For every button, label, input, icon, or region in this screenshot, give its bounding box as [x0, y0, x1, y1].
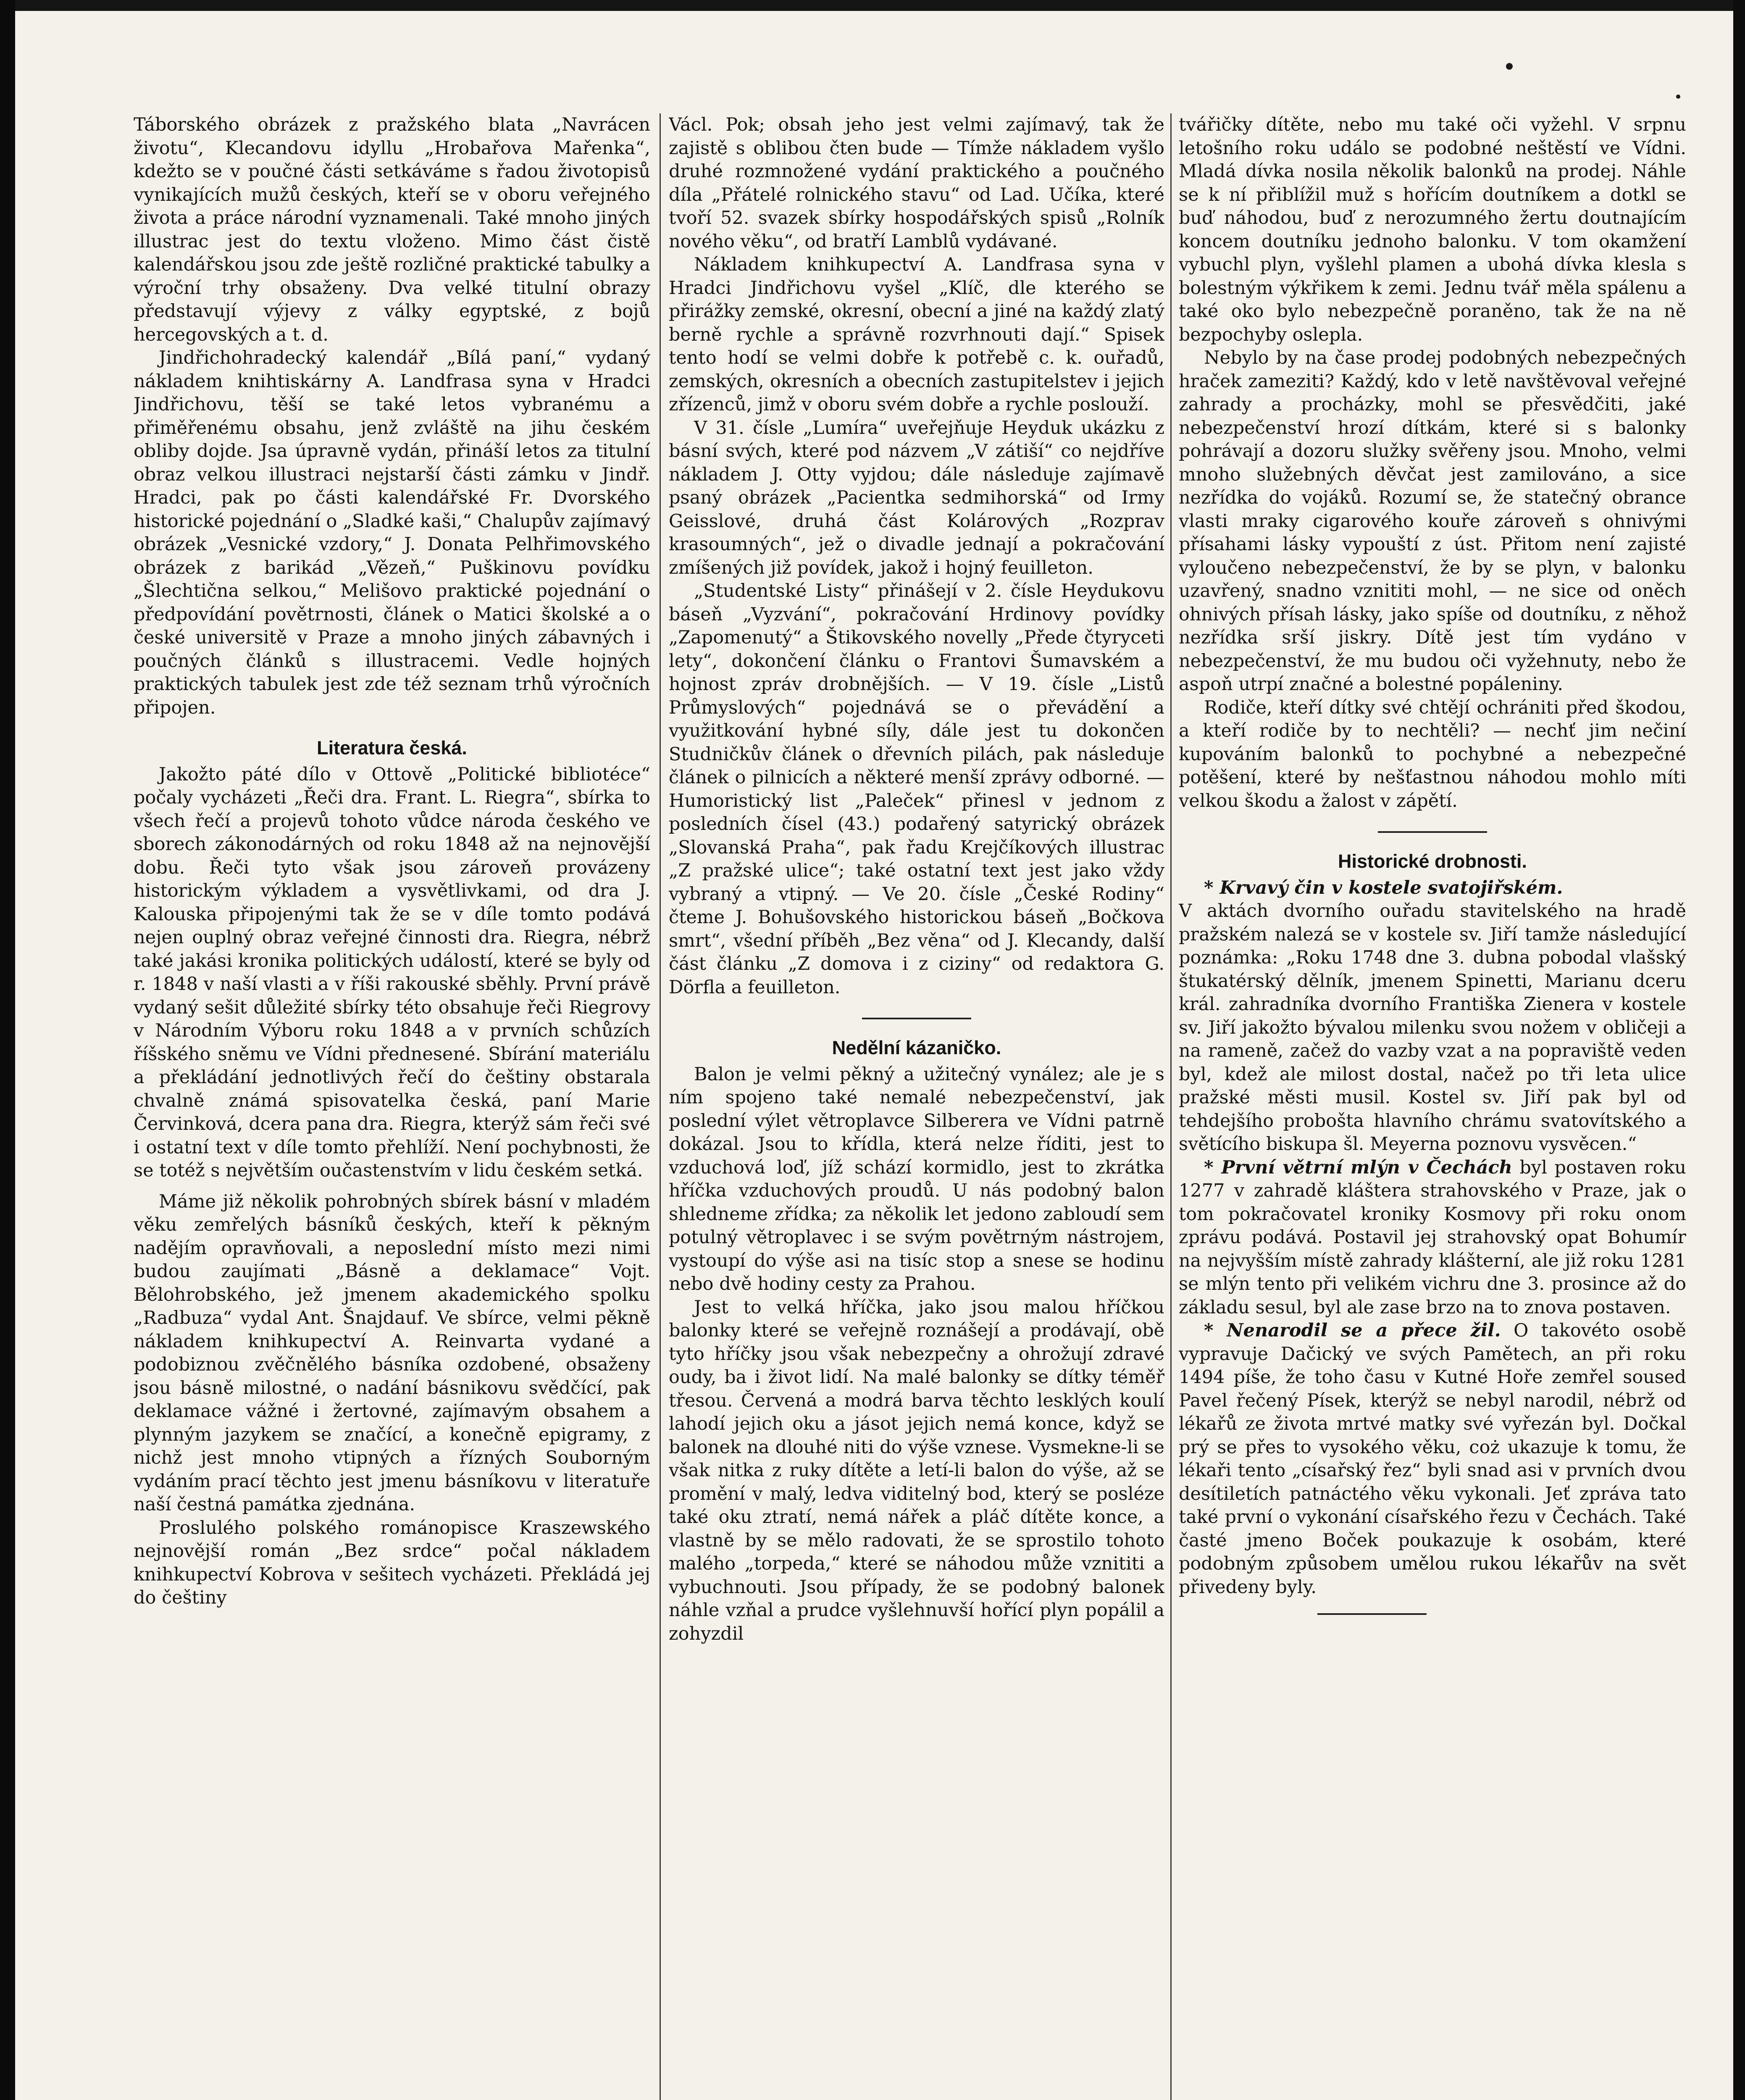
news-item: [1179, 1319, 1686, 1599]
article-paragraph: Václ. Pok; obsah jeho jest velmi zajímavý, tak že zajistě s oblibou čten bude — Tímže nákladem vyšlo druhé rozmnožené vydání praktického a poučného díla „Přátelé rolnického stavu“ od Lad. Učíka, které tvoří 52. svazek sbírky hospodářských spisů „Rolník nového věku“, od bratří Lamblů vydávané.: [669, 114, 1164, 252]
section-heading: Literatura česká.: [317, 737, 467, 759]
article-paragraph: Balon je velmi pěkný a užitečný vynález; ale je s ním spojeno také nemalé nebezpečenství, jak poslední výlet větroplavce Silberera ve Vídni patrně dokázal. Jsou to křídla, která nelze říditi, jest to vzduchová loď, jíž schází kormidlo, jest to zkrátka hříčka vzduchových proudů. U nás podobný balon shledneme zřídka; za několik let jedono zabloudí sem potulný větroplavec i se svým povětrným nástrojem, vystoupí do výše asi na tisíc stop a snese se hodinu nebo dvě hodiny cesty za Prahou.: [669, 1063, 1164, 1294]
ink-spot: [1676, 94, 1680, 99]
column-3: [1179, 113, 1686, 2100]
section-rule: [1317, 1613, 1427, 1615]
news-item: [1179, 877, 1686, 900]
news-item-title: * První větrní mlýn v Čechách: [1204, 1157, 1512, 1178]
scan-right-edge: [1733, 0, 1745, 2100]
section-heading: Nedělní kázaničko.: [832, 1037, 1001, 1058]
column-divider: [1170, 113, 1172, 2100]
article-paragraph: Nebylo by na čase prodej podobných nebezpečných hraček zameziti? Každý, kdo v letě navštěvoval veřejné zahrady a procházky, mohl se přesvědčiti, jaké nebezpečenství hrozí dítkám, které si s balonky pohrávají a dozoru služky svěřeny jsou. Mnoho, velmi mnoho služebných děvčat jest zamilováno, a sice nezřídka do vojáků. Rozumí se, že statečný obrance vlasti mraky cigarového kouře zároveň s ohnivými přísahami lásky vypouští z úst. Přitom není zajisté vyloučeno nebezpečenství, že by se plyn, v balonku uzavřený, snadno vznititi mohl, — ne sice od oněch ohnivých přísah lásky, jako spíše od doutníku, z něhož nezřídka srší jiskry. Dítě jest tím vydáno v nebezpečenství, že mu budou oči vyžehnuty, nebo že aspoň utrpí značné a bolestné popáleniny.: [1179, 347, 1686, 695]
scan-top-edge: [0, 0, 1745, 11]
column-2: [669, 113, 1164, 2100]
column-1: [134, 113, 650, 2100]
scan-left-edge: [0, 0, 15, 2100]
article-paragraph: Táborského obrázek z pražského blata „Navrácen životu“, Klecandovu idyllu „Hrobařova Mařenka“, kdežto se v poučné části setkáváme s řadou životopisů vynikajících mužů českých, kteří se v oboru veřejného života a práce národní vyznamenali. Také mnoho jiných illustrac jest do textu vloženo. Mimo část čistě kalendářskou jsou zde ještě rozličné praktické tabulky a výroční trhy obsaženy. Dva velké titulní obrazy představují výjevy z války egyptské, z bojů hercegovských a t. d.: [134, 114, 650, 345]
article-paragraph: Jest to velká hříčka, jako jsou malou hříčkou balonky které se veřejně roznášejí a prodávají, obě tyto hříčky jsou však nebezpečny a ohrožují zdravé oudy, ba i život lidí. Na malé balonky se dítky téměř třesou. Červená a modrá barva těchto lesklých koulí lahodí jejich oku a jásot jejich nemá konce, když se balonek na dlouhé niti do výše vznese. Vysmekne-li se však nitka z ruky dítěte a letí-li balon do výše, až se promění v malý, ledva viditelný bod, který se posléze také oku ztratí, nemá nářek a pláč dítěte konce, a vlastně by se mělo radovati, že se sprostilo tohoto malého „torpeda,“ které se náhodou může vznititi a vybuchnouti. Jsou případy, že se podobný balonek náhle vzňal a prudce vyšlehnuvší hořící plyn popálil a zohyzdil: [669, 1297, 1164, 1644]
article-paragraph: Máme již několik pohrobných sbírek básní v mladém věku zemřelých básníků českých, kteří k pěkným nadějím opravňovali, a neposlední místo mezi nimi budou zaujímati „Básně a deklamace“ Vojt. Bělohrobského, jež jmenem akademického spolku „Radbuza“ vydal Ant. Šnajdauf. Ve sbírce, velmi pěkně nákladem knihkupectví A. Reinvarta vydané a podobiznou zvěčnělého básníka ozdobené, obsaženy jsou básně milostné, o nadání básnikovu svědčící, pak deklamace vážné i žertovné, zajímavým obsahem a plynným jazykem se značící, a konečně epigramy, z nichž jest mnoho vtipných a řízných Souborným vydáním prací těchto jest jmenu básníkovu v literatuře naší čestná památka zjednána.: [134, 1191, 650, 1515]
article-paragraph: V 31. čísle „Lumíra“ uveřejňuje Heyduk ukázku z básní svých, které pod názvem „V zátiší“ co nejdříve nákladem J. Otty vyjdou; dále následuje zajímavě psaný obrázek „Pacientka sedmihorská“ od Irmy Geisslové, druhá část Kolárových „Rozprav krasoumných“, jež o divadle jednají a pokračování zmíšených již povídek, jakož i hojný feuilleton.: [669, 417, 1164, 578]
article-paragraph: Proslulého polského románopisce Kraszewského nejnovější román „Bez srdce“ počal nákladem knihkupectví Kobrova v sešitech vycházeti. Překládá jej do češtiny: [134, 1517, 650, 1608]
article-paragraph: Nákladem knihkupectví A. Landfrasa syna v Hradci Jindřichovu vyšel „Klíč, dle kterého se přirážky zemské, okresní, obecní a jiné na každý zlatý berně rychle a správně rozvrhnouti dají.“ Spisek tento hodí se velmi dobře k potřebě c. k. ouřadů, zemských, okresních a obecních zastupitelstev i jejich zřízenců, jimž v oboru svém dobře a rychle poslouží.: [669, 254, 1164, 415]
news-item-body: O takovéto osobě vypravuje Dačický ve svých Pamětech, an při roku 1494 píše, že toho času v Kutné Hoře zemřel soused Pavel řečený Písek, kterýž se nebyl narodil, nébrž od lékařů ze života mrtvé matky své vyřezán byl. Dočkal prý se přes to vysokého věku, coż ukazuje k tomu, že lékaři tento „císařský řez“ byli snad asi v prvních dvou desítiletích patnáctého věku vykonali. Jeť zpráva tato také první o vykonání císařského řezu v Čechách. Také časté jmeno Boček poukazuje k osobám, které podobným způsobem umělou rukou lékařův na svět přivedeny byly.: [1179, 1320, 1686, 1598]
column-divider: [660, 113, 661, 2100]
article-paragraph: Jakožto páté dílo v Ottově „Politické bibliotéce“ počaly vycházeti „Řeči dra. Frant. L. Riegra“, sbírka to všech řečí a projevů tohoto vůdce národa českého ve sborech zákonodárných od roku 1848 až na nejnovější dobu. Řeči tyto však jsou zároveň provázeny historickým výkladem a vysvětlivkami, od dra J. Kalouska připojenými tak že se v díle tomto podává nejen ouplný obraz veřejné činnosti dra. Riegra, nébrž také jakási kronika politických událostí, které se byly od r. 1848 v naší vlasti a v říši rakouské sběhly. První právě vydaný sešit důležité sbírky této obsahuje řeči Riegrovy v Národním Výboru roku 1848 a v prvních schůzích říšského sněmu ve Vídni přednesené. Sbírání materiálu a překládání jednotlivých řečí do češtiny obstarala chvalně známá spisovatelka česká, paní Marie Červinková, dcera pana dra. Riegra, kterýž sám řeči své i ostatní text v díle tomto přehlíží. Není pochybnosti, že se totéž s největším oučastenstvím v lidu českém setká.: [134, 764, 650, 1181]
article-paragraph: Rodiče, kteří dítky své chtějí ochrániti před škodou, a kteří rodiče by to nechtěli? — nechť jim nečiní kupováním balonků to pochybné a nebezpečné potěšení, které by nešťastnou náhodou mohlo míti velkou škodu a žalost v zápětí.: [1179, 697, 1686, 811]
news-item-title: * Krvavý čin v kostele svatojiřském.: [1204, 877, 1563, 898]
news-item: [1179, 1156, 1686, 1320]
section-heading: Historické drobnosti.: [1338, 850, 1527, 872]
section-rule: [1378, 831, 1487, 833]
news-item-body: byl postaven roku 1277 v zahradě kláštera strahovského v Praze, jak o tom pokračovatel kroniky Kosmovy při roku onom zprávu podává. Postavil jej strahovský opat Bohumír na nejvyšším místě zahrady klášterní, ale již roku 1281 se mlýn tento při velikém vichru dne 3. prosince až do základu sesul, byl ale zase brzo na to znova postaven.: [1179, 1157, 1686, 1318]
article-paragraph: Jindřichohradecký kalendář „Bílá paní,“ vydaný nákladem knihtiskárny A. Landfrasa syna v Hradci Jindřichovu, těší se také letos vybranému a přiměřenému obsahu, jenž zvláště na jihu českém obliby dojde. Jsa úpravně vydán, přináší letos za titulní obraz velkou illustraci nejstarší části zámku v Jindř. Hradci, pak po části kalendářské Fr. Dvorského historické pojednání o „Sladké kaši,“ Chalupův zajímavý obrázek „Vesnické vzdory,“ J. Donata Pelhřimovského obrázek z barikád „Vězeň,“ Puškinovu povídku „Šlechtična selkou,“ Melišovo praktické pojednání o předpovídání povětrnosti, článek o Matici školské a o české universitě v Praze a mnoho jiných zábavných i poučných článků s illustracemi. Vedle hojných praktických tabulek jest zde též seznam trhů výročních připojen.: [134, 347, 650, 718]
news-item-title: * Nenarodil se a přece žil.: [1204, 1320, 1501, 1341]
article-paragraph: tvářičky dítěte, nebo mu také oči vyžehl. V srpnu letošního roku událo se podobné neštěstí ve Vídni. Mladá dívka nosila několik balonků na prodej. Náhle se k ní přiblížil muž s hořícím doutníkem a dotkl se buď náhodou, buď z nerozumného žertu doutnajícím koncem doutníku jednoho balonku. V tom okamžení vybuchl plyn, vyšlehl plamen a ubohá dívka klesla s bolestným výkřikem k zemi. Jednu tvář měla spálenu a také oko bylo nebezpečně poraněno, tak že na ně bezpochyby oslepla.: [1179, 114, 1686, 345]
news-item-body: V aktách dvorního ouřadu stavitelského na hradě pražském nalezá se v kostele sv. Jiří tamže následující poznámka: „Roku 1748 dne 3. dubna pobodal vlašský štukatérský dělník, jmenem Spinetti, Marianu dceru král. zahradníka dvorního Františka Zienera v kostele sv. Jiří jakožto bývalou milenku svou nožem v obličeji a na rameně, začež do vazby vzat a na popraviště veden byl, kdež ale milost dostal, načež po tři leta ulice pražské městi musil. Kostel sv. Jiří pak byl od tehdejšího proboštа hlavního chrámu svatovítského a světícího biskupa šl. Meyerna poznovu vysvěcen.“: [1179, 900, 1686, 1155]
ink-spot: [1506, 63, 1513, 70]
article-paragraph: „Studentské Listy“ přinášejí v 2. čísle Heydukovu báseň „Vyzvání“, pokračování Hrdinovy povídky „Zapomenutý“ a Štikovského novelly „Přede čtyryceti lety“, dokončení článku o Frantovi Šumavském a hojnost zpráv drobnějších. — V 19. čísle „Listů Průmyslových“ pojednává se o převádění a využitkování hybné síly, dále jest tu dokončen Studničkův článek o dřevních pilách, pak následuje článek o pilnicích a některé menší zprávy odborné. — Humoristický list „Paleček“ přinesl v jednom z posledních čísel (43.) podařený satyrický obrázek „Slovanská Praha“, pak řadu Krejčíkových illustrac „Z pražské ulice“; také ostatní text jest jako vždy vybraný a vtipný. — Ve 20. čísle „České Rodiny“ čteme J. Bohušovského historickou báseň „Bočkova smrt“, všední příběh „Bez věna“ od J. Klecandy, další část článku „Z domova i z ciziny“ od redaktora G. Dörfla a feuilleton.: [669, 580, 1164, 998]
section-rule: [862, 1018, 971, 1019]
